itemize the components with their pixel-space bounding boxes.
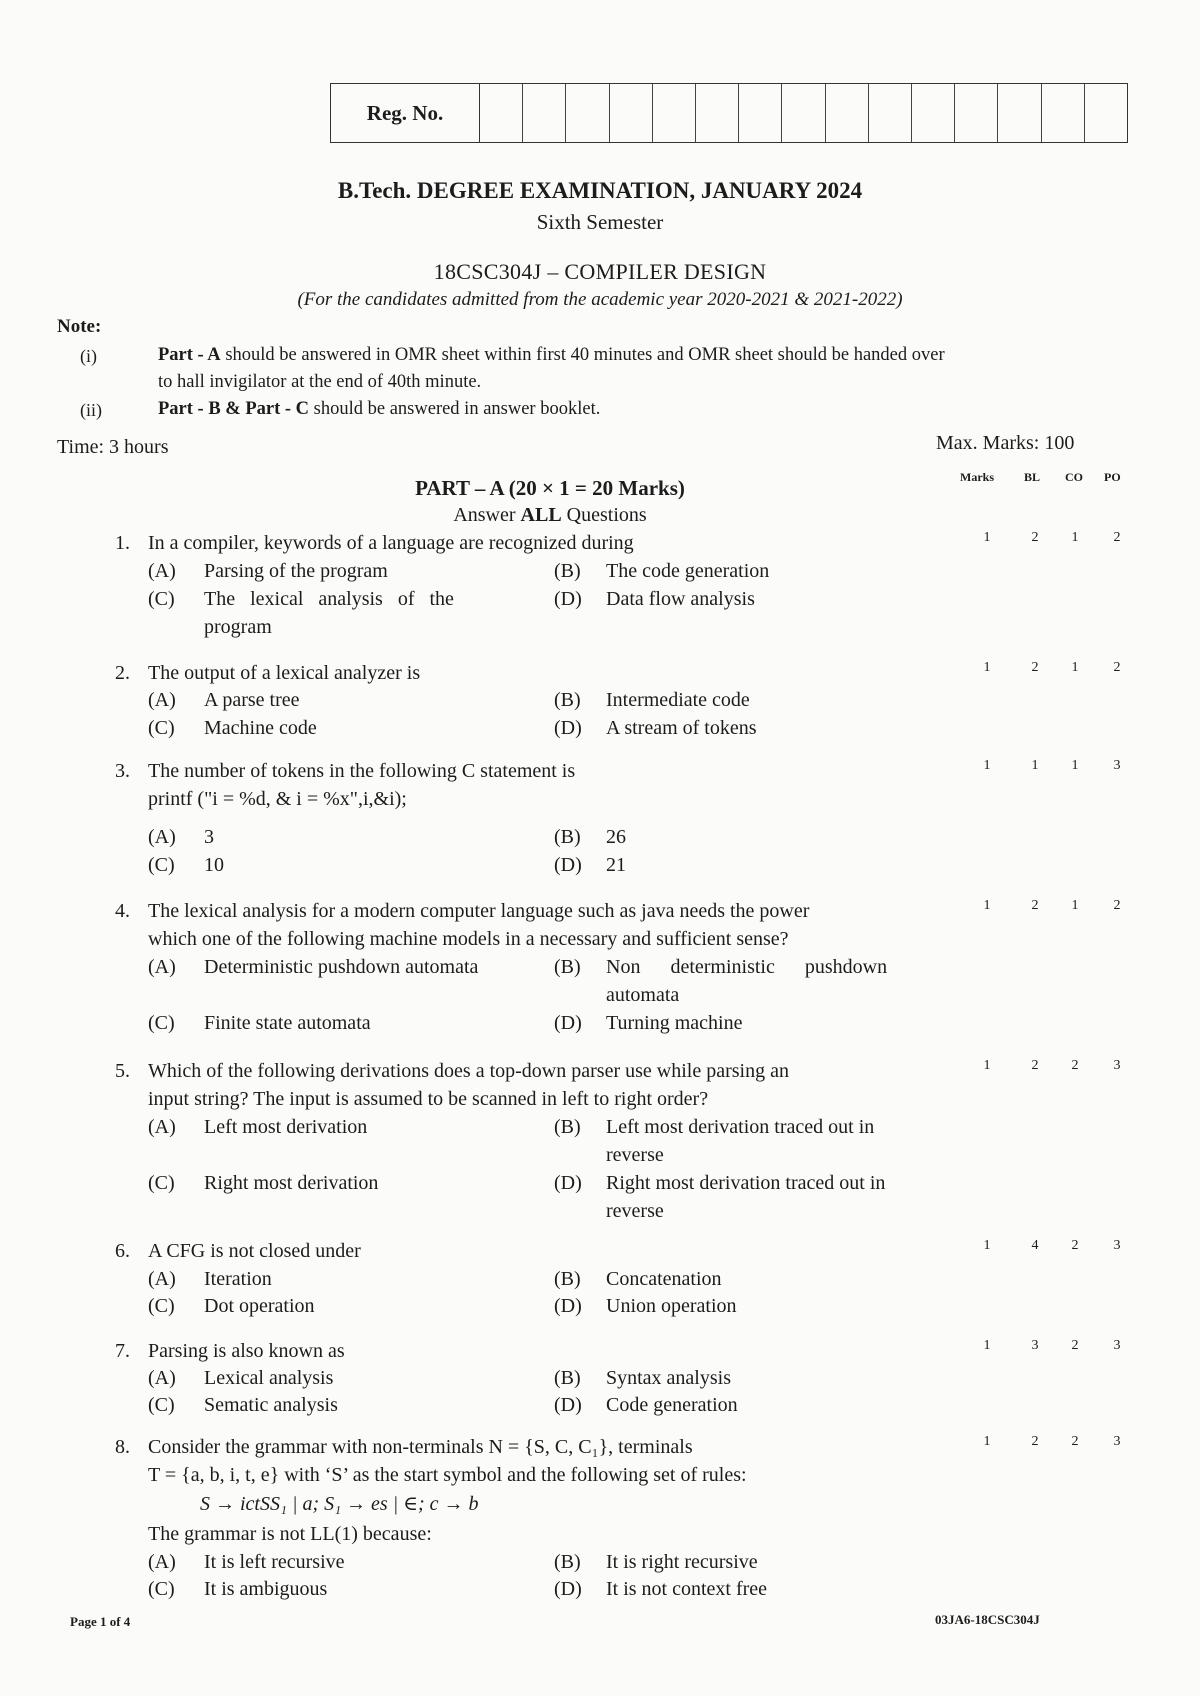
option-a: It is left recursive	[204, 1551, 345, 1573]
option-label: (D)	[554, 1394, 582, 1416]
note-number: (ii)	[80, 400, 102, 420]
option-label: (C)	[148, 1295, 175, 1317]
bl-value: 2	[1031, 1434, 1039, 1449]
reg-cell	[1085, 84, 1127, 142]
option-c: It is ambiguous	[204, 1578, 328, 1600]
question-text: The output of a lexical analyzer is	[148, 662, 421, 684]
col-header-bl: BL	[1024, 470, 1041, 484]
reg-cell	[955, 84, 998, 142]
option-label: (B)	[554, 1268, 581, 1290]
question-text: A CFG is not closed under	[148, 1240, 361, 1262]
part-title: PART – A (20 × 1 = 20 Marks)	[415, 476, 685, 500]
option-c: Right most derivation	[204, 1172, 379, 1194]
option-label: (D)	[554, 1172, 582, 1194]
question-number: 7.	[115, 1340, 130, 1362]
reg-cell	[912, 84, 955, 142]
option-label: (C)	[148, 1172, 175, 1194]
option-label: (A)	[148, 956, 176, 978]
option-a: Iteration	[204, 1268, 272, 1290]
co-value: 2	[1071, 1238, 1079, 1253]
bl-value: 2	[1031, 530, 1039, 545]
reg-cell	[566, 84, 609, 142]
question-number: 8.	[115, 1436, 130, 1458]
question-text: The lexical analysis for a modern computer language such as java needs the power	[148, 900, 810, 922]
question-number: 5.	[115, 1060, 130, 1082]
note-item	[158, 396, 1148, 423]
option-c: Dot operation	[204, 1295, 315, 1317]
question-formula: printf ("i = %d, & i = %x",i,&i);	[148, 788, 407, 810]
option-d: Turning machine	[606, 1012, 743, 1034]
note-text: to hall invigilator at the end of 40th minute.	[158, 372, 482, 392]
option-b-cont: reverse	[606, 1144, 664, 1166]
question-number: 1.	[115, 532, 130, 554]
paper-code: 03JA6-18CSC304J	[935, 1612, 1040, 1627]
bl-value: 4	[1031, 1238, 1039, 1253]
option-b: It is right recursive	[606, 1551, 758, 1573]
option-label: (D)	[554, 854, 582, 876]
marks-value: 1	[983, 898, 991, 913]
option-b: Non deterministic pushdown	[606, 956, 888, 978]
reg-cell	[782, 84, 825, 142]
po-value: 3	[1113, 758, 1121, 773]
note-number: (i)	[80, 346, 97, 366]
option-label: (A)	[148, 689, 176, 711]
co-value: 2	[1071, 1434, 1079, 1449]
option-d: Data flow analysis	[606, 588, 755, 610]
col-header-co: CO	[1065, 470, 1083, 484]
option-label: (D)	[554, 1295, 582, 1317]
question-text-cont: input string? The input is assumed to be scanned in left to right order?	[148, 1088, 709, 1110]
exam-duration: Time: 3 hours	[57, 436, 169, 458]
question-text-cont: The grammar is not LL(1) because:	[148, 1523, 432, 1545]
reg-cell	[739, 84, 782, 142]
option-b: Concatenation	[606, 1268, 722, 1290]
po-value: 2	[1113, 660, 1121, 675]
semester: Sixth Semester	[536, 210, 664, 234]
reg-number-box	[330, 83, 1128, 143]
bl-value: 2	[1031, 898, 1039, 913]
reg-cell	[1042, 84, 1085, 142]
marks-value: 1	[983, 1058, 991, 1073]
option-d: Union operation	[606, 1295, 737, 1317]
option-label: (B)	[554, 1551, 581, 1573]
question-text-cont: which one of the following machine models in a necessary and sufficient sense?	[148, 928, 789, 950]
option-label: (C)	[148, 1578, 175, 1600]
option-label: (C)	[148, 588, 175, 610]
po-value: 3	[1113, 1434, 1121, 1449]
co-value: 1	[1071, 660, 1079, 675]
option-b: Left most derivation traced out in	[606, 1116, 875, 1138]
reg-cell	[869, 84, 912, 142]
question-text: Parsing is also known as	[148, 1340, 345, 1362]
option-b: 26	[606, 826, 626, 848]
option-label: (D)	[554, 1012, 582, 1034]
note-text: should be answered in OMR sheet within first 40 minutes and OMR sheet should be handed over	[220, 345, 945, 365]
question-number: 6.	[115, 1240, 130, 1262]
option-label: (B)	[554, 1116, 581, 1138]
option-label: (D)	[554, 717, 582, 739]
po-value: 3	[1113, 1058, 1121, 1073]
reg-number-label: Reg. No.	[331, 84, 480, 142]
question-number: 3.	[115, 760, 130, 782]
option-label: (A)	[148, 1268, 176, 1290]
option-d: It is not context free	[606, 1578, 768, 1600]
question-text-cont: T = {a, b, i, t, e} with ‘S’ as the start symbol and the following set of rules:	[148, 1464, 747, 1486]
option-b: Syntax analysis	[606, 1367, 731, 1389]
option-label: (B)	[554, 1367, 581, 1389]
reg-cell	[610, 84, 653, 142]
question-number: 2.	[115, 662, 130, 684]
option-label: (B)	[554, 956, 581, 978]
reg-cell	[653, 84, 696, 142]
exam-title: B.Tech. DEGREE EXAMINATION, JANUARY 2024	[337, 178, 863, 203]
note-item	[158, 342, 1148, 396]
option-c: Finite state automata	[204, 1012, 371, 1034]
part-instruction: Answer ALL Questions	[453, 504, 647, 526]
course-subtitle: (For the candidates admitted from the academic year 2020-2021 & 2021-2022)	[297, 289, 903, 310]
option-a: Parsing of the program	[204, 560, 388, 582]
option-c: Machine code	[204, 717, 317, 739]
option-d-cont: reverse	[606, 1200, 664, 1222]
option-label: (B)	[554, 689, 581, 711]
option-label: (C)	[148, 854, 175, 876]
option-c: Sematic analysis	[204, 1394, 338, 1416]
co-value: 1	[1071, 758, 1079, 773]
col-header-marks: Marks	[960, 470, 994, 484]
note-heading: Note:	[57, 316, 102, 337]
option-c-cont: program	[204, 616, 272, 638]
bl-value: 2	[1031, 660, 1039, 675]
marks-value: 1	[983, 1338, 991, 1353]
option-b-cont: automata	[606, 984, 680, 1006]
option-a: A parse tree	[204, 689, 300, 711]
marks-value: 1	[983, 758, 991, 773]
option-d: Right most derivation traced out in	[606, 1172, 886, 1194]
option-label: (C)	[148, 1394, 175, 1416]
option-a: Deterministic pushdown automata	[204, 956, 479, 978]
option-b: The code generation	[606, 560, 770, 582]
question-number: 4.	[115, 900, 130, 922]
option-a: 3	[204, 826, 214, 848]
option-d: Code generation	[606, 1394, 738, 1416]
option-a: Lexical analysis	[204, 1367, 334, 1389]
co-value: 1	[1071, 898, 1079, 913]
bl-value: 1	[1031, 758, 1039, 773]
po-value: 2	[1113, 898, 1121, 913]
co-value: 2	[1071, 1338, 1079, 1353]
option-label: (D)	[554, 588, 582, 610]
po-value: 3	[1113, 1338, 1121, 1353]
question-text: Which of the following derivations does a top-down parser use while parsing an	[148, 1060, 789, 1082]
bl-value: 3	[1031, 1338, 1039, 1353]
question-text: The number of tokens in the following C statement is	[148, 760, 576, 782]
option-label: (A)	[148, 1116, 176, 1138]
marks-value: 1	[983, 660, 991, 675]
option-label: (A)	[148, 826, 176, 848]
option-label: (A)	[148, 560, 176, 582]
reg-cell	[480, 84, 523, 142]
option-label: (C)	[148, 717, 175, 739]
option-label: (A)	[148, 1551, 176, 1573]
option-b: Intermediate code	[606, 689, 750, 711]
reg-cell	[826, 84, 869, 142]
po-value: 3	[1113, 1238, 1121, 1253]
co-value: 1	[1071, 530, 1079, 545]
co-value: 2	[1071, 1058, 1079, 1073]
reg-cell	[998, 84, 1041, 142]
course-title: 18CSC304J – COMPILER DESIGN	[433, 259, 767, 284]
note-bold: Part - A	[158, 345, 221, 365]
option-label: (B)	[554, 560, 581, 582]
max-marks: Max. Marks: 100	[936, 432, 1075, 454]
po-value: 2	[1113, 530, 1121, 545]
option-label: (A)	[148, 1367, 176, 1389]
question-text: In a compiler, keywords of a language are recognized during	[148, 532, 634, 554]
marks-value: 1	[983, 1434, 991, 1449]
option-d: 21	[606, 854, 626, 876]
reg-cell	[523, 84, 566, 142]
page-number: Page 1 of 4	[70, 1614, 131, 1629]
option-d: A stream of tokens	[606, 717, 757, 739]
option-a: Left most derivation	[204, 1116, 368, 1138]
option-c: 10	[204, 854, 224, 876]
marks-value: 1	[983, 1238, 991, 1253]
reg-cell	[696, 84, 739, 142]
question-formula: S → ictSS₁ | a; S₁ → es | ∈; c → b	[200, 1493, 479, 1515]
col-header-po: PO	[1104, 470, 1121, 484]
marks-value: 1	[983, 530, 991, 545]
option-label: (B)	[554, 826, 581, 848]
option-label: (C)	[148, 1012, 175, 1034]
note-text: should be answered in answer booklet.	[309, 399, 601, 419]
note-bold: Part - B & Part - C	[158, 399, 310, 419]
option-label: (D)	[554, 1578, 582, 1600]
option-c: The lexical analysis of the	[204, 588, 454, 610]
question-text: Consider the grammar with non-terminals N = {S, C, C₁}, terminals	[148, 1436, 693, 1458]
bl-value: 2	[1031, 1058, 1039, 1073]
